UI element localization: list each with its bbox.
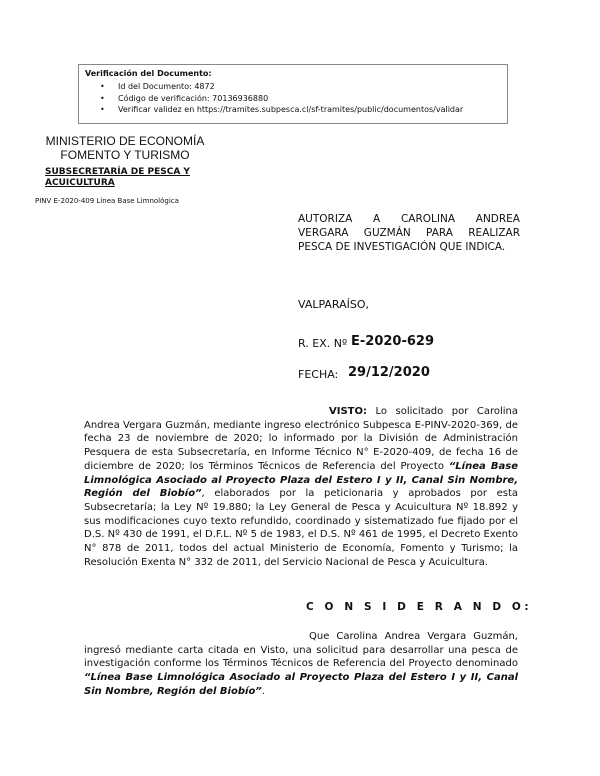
visto-text-2: , elaborados por la peticionaria y aprobados por esta Subsecretaría; la Ley Nº 19.880; la Ley General de Pesca y Acuicultura Nº 18.892 y sus modificaciones cuyo texto refundido, coordinado y sistematizado fue fijado por el D.S. Nº 430 de 1991, el D.F.L. Nº 5 de 1983, el D.S. Nº 461 de 1995, el Decreto Exento N° 878 de 2011, todos del actual Ministerio de Economía, Fomento y Turismo; la Resolución Exenta N° 332 de 2011, del Servicio Nacional de Pesca y Acuicultura. bbox=[84, 488, 518, 568]
resolution-number: E-2020-629 bbox=[351, 334, 434, 349]
place: VALPARAÍSO, bbox=[298, 298, 370, 311]
resolution-date: 29/12/2020 bbox=[348, 365, 430, 380]
visto-project-title: “Línea Base Limnológica Asociado al Proyecto Plaza del Estero I y II, Canal Sin Nombre, Región del Biobío” bbox=[84, 460, 518, 500]
ministry-name bbox=[30, 134, 220, 162]
subsecretaria: SUBSECRETARÍA DE PESCA Y ACUICULTURA bbox=[45, 167, 190, 188]
verification-code: • Código de verificación: 70136936880 bbox=[100, 93, 505, 105]
verification-link[interactable]: • Verificar validez en https://tramites.subpesca.cl/sf-tramites/public/documentos/validar bbox=[100, 104, 505, 116]
considerando-project-title: “Línea Base Limnológica Asociado al Proyecto Plaza del Estero I y II, Canal Sin Nombre, Región del Biobío” bbox=[84, 672, 518, 697]
considerando-heading: C O N S I D E R A N D O: bbox=[306, 601, 533, 613]
visto-text-1: Lo solicitado por Carolina Andrea Vergara Guzmán, mediante ingreso electrónico Subpesca E-PINV-2020-369, de fecha 23 de noviembre de 2020; lo informado por la División de Administración Pesquera de esta Subsecretaría, en Informe Técnico N° E-2020-409, de fecha 16 de diciembre de 2020; los Términos Técnicos de Referencia del Proyecto bbox=[84, 406, 518, 472]
verification-title: Verificación del Documento: bbox=[85, 69, 212, 78]
resolution-number-label: R. EX. Nº bbox=[298, 337, 348, 350]
considerando-paragraph bbox=[84, 630, 518, 699]
considerando-text-2: . bbox=[261, 685, 265, 697]
visto-heading: VISTO: bbox=[329, 406, 367, 417]
pinv-reference: PINV E-2020-409 Línea Base Limnológica bbox=[35, 197, 179, 205]
visto-paragraph bbox=[84, 405, 518, 569]
considerando-text-1: Que Carolina Andrea Vergara Guzmán, ingresó mediante carta citada en Visto, una solicitud para desarrollar una pesca de investigación conforme los Términos Técnicos de Referencia del Proyecto denominado bbox=[84, 631, 518, 670]
verification-id: • Id del Documento: 4872 bbox=[100, 81, 505, 93]
resolution-subject: AUTORIZA A CAROLINA ANDREA VERGARA GUZMÁN PARA REALIZAR PESCA DE INVESTIGACIÓN QUE INDICA. bbox=[298, 213, 520, 253]
ministry-line2: FOMENTO Y TURISMO bbox=[60, 148, 190, 162]
ministry-line1: MINISTERIO DE ECONOMÍA bbox=[45, 134, 205, 148]
date-label: FECHA: bbox=[298, 368, 339, 381]
verification-list bbox=[100, 81, 505, 116]
